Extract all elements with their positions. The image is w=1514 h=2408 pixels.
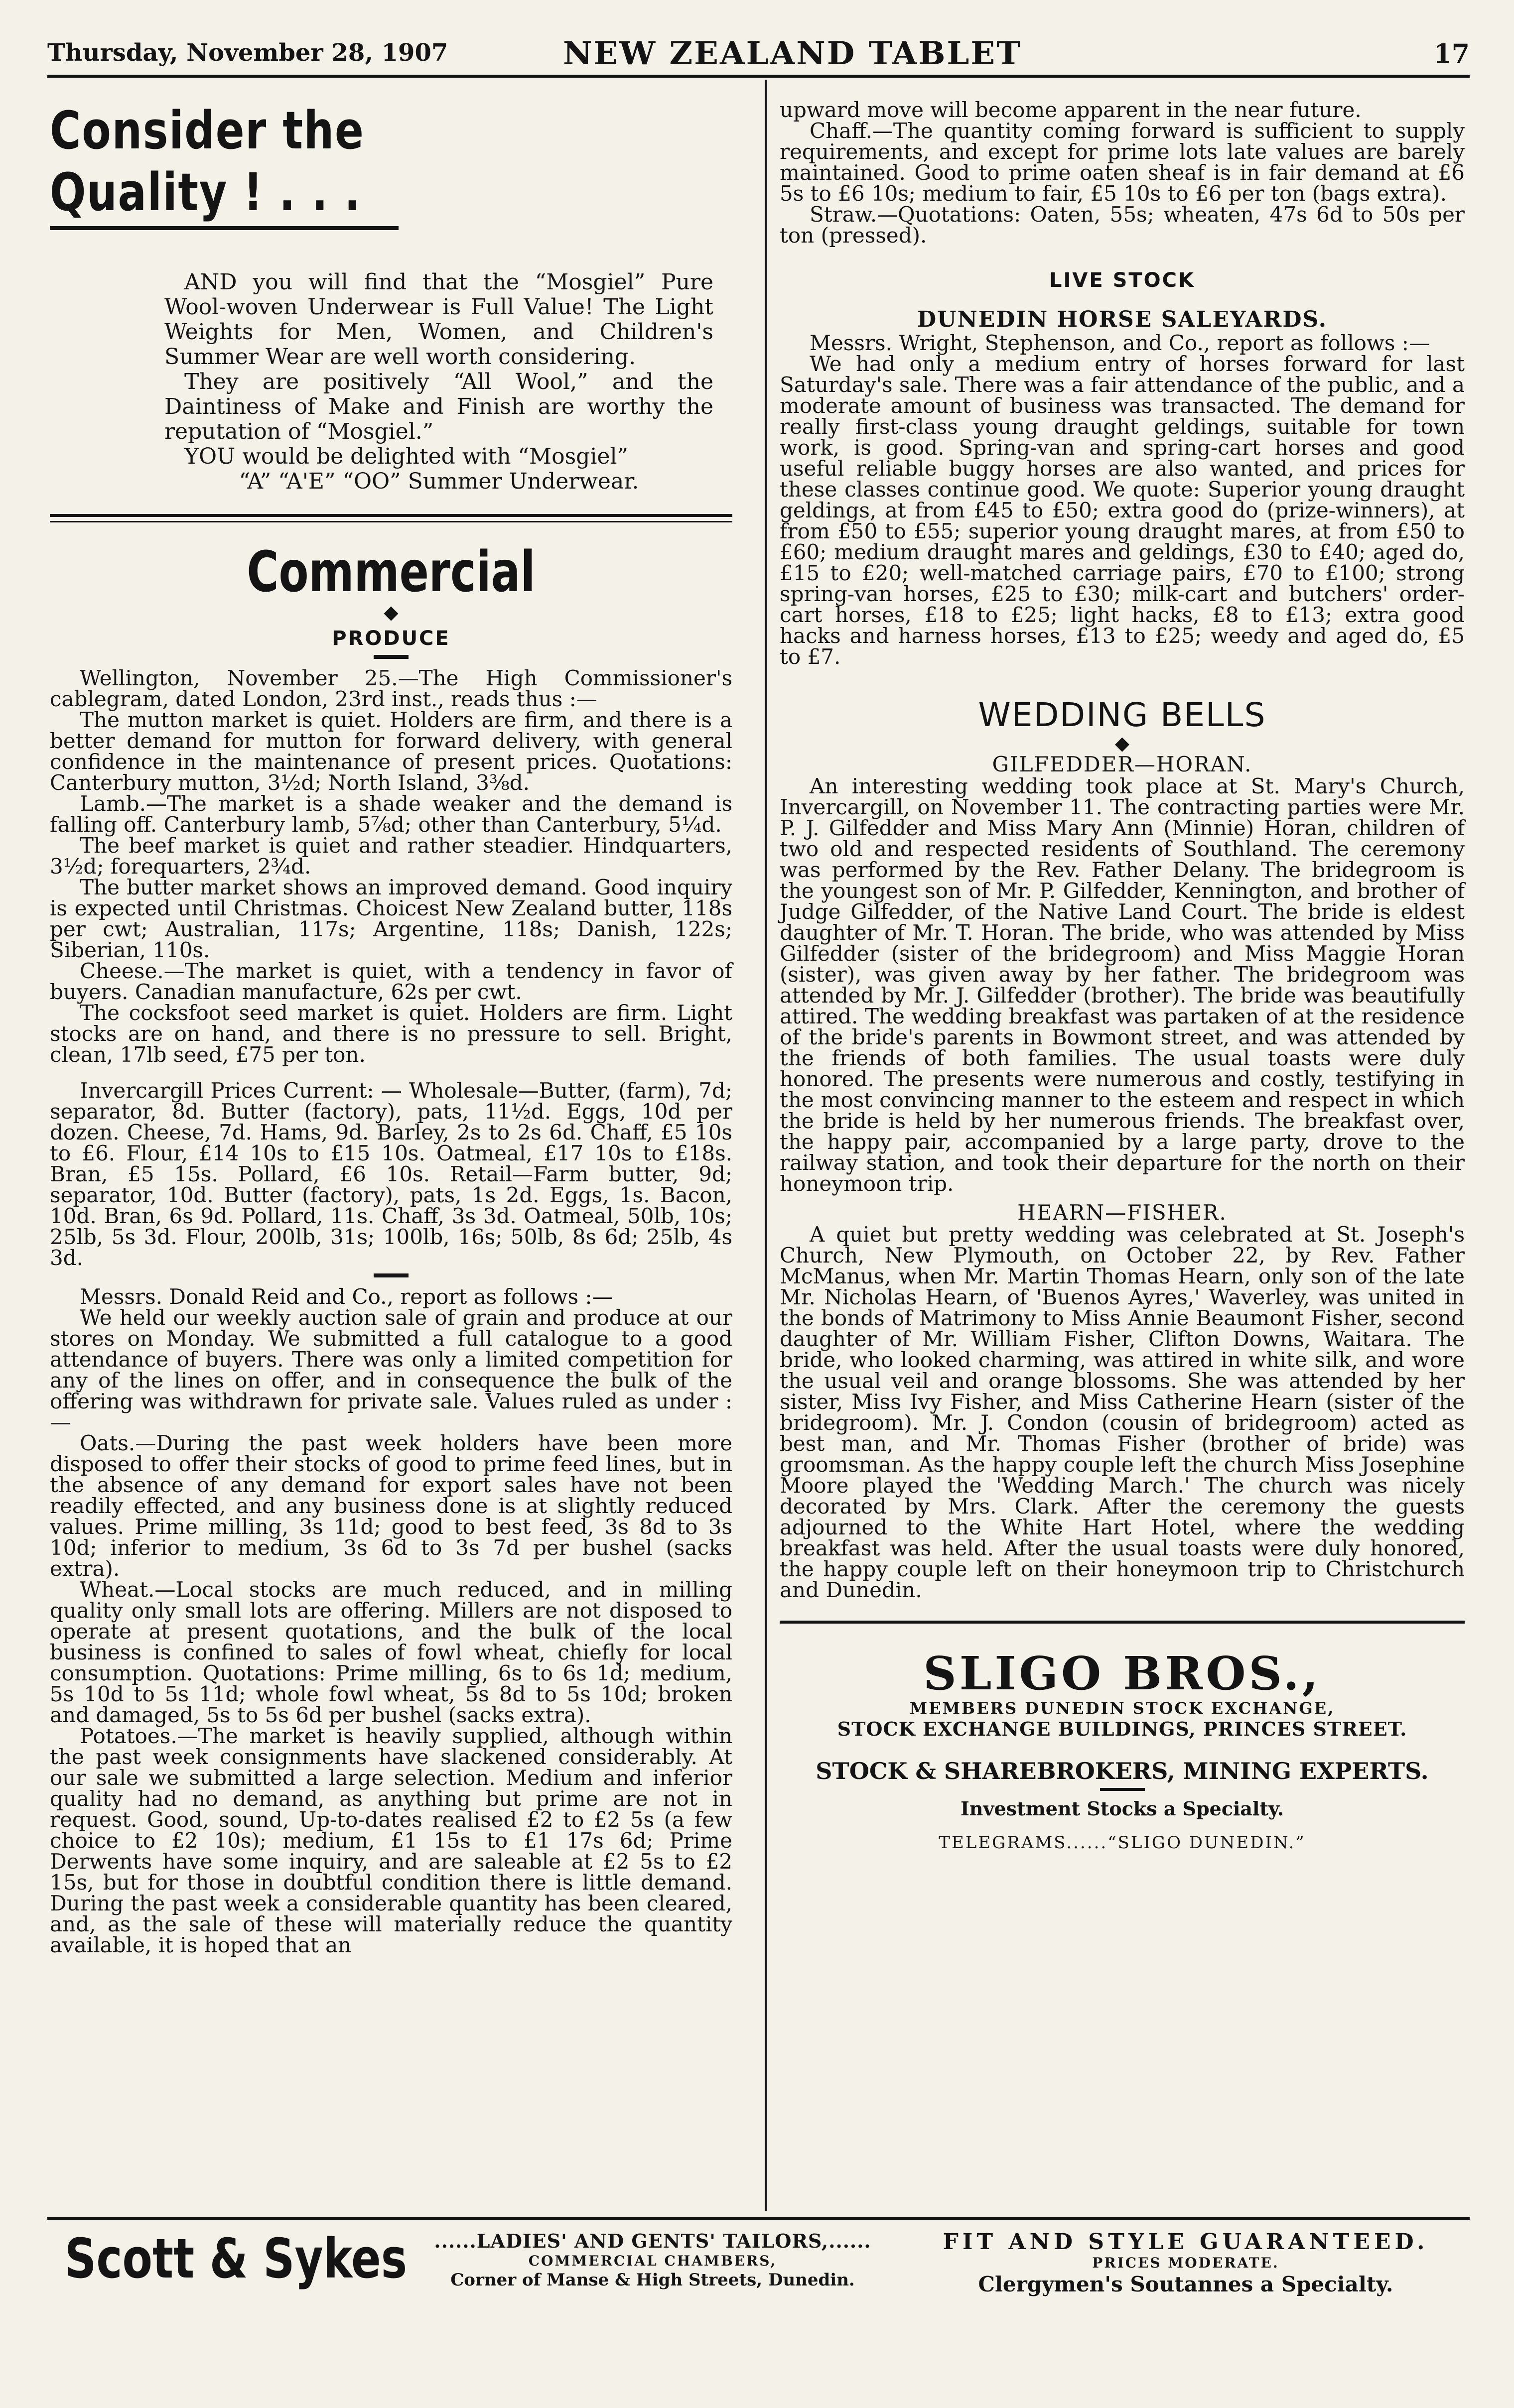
header-rule — [47, 75, 1470, 78]
advert-title-line1: Consider the — [50, 100, 365, 161]
diamond-ornament: ◆ — [384, 601, 399, 623]
sligo-brokers: STOCK & SHAREBROKERS, MINING EXPERTS. — [816, 1758, 1429, 1784]
paragraph: Potatoes.—The market is heavily supplied, although within the past week consignments have slackened considerably. At our sale we submitted a large selection. Medium and inferior quality had no demand, as anything but prime are not in request. Good, sound, Up-to-dates realised £2 to £2 5s (a few choice to £2 10s); medium, £1 15s to £1 17s 6d; Prime Derwents have some inquiry, and are saleable at £2 5s to £2 15s, but for those in doubtful condition there is little demand. During the past week a considerable quantity has been cleared, and, as the sale of these will materially reduce the quantity available, it is hoped that an — [50, 1724, 732, 1957]
footer-specialty: Clergymen's Soutannes a Specialty. — [978, 2272, 1393, 2296]
paper-title: NEW ZEALAND TABLET — [563, 35, 1022, 72]
footer-middle — [399, 2230, 907, 2290]
paragraph: Oats.—During the past week holders have been more disposed to offer their stocks of good to prime feed lines, but in the absence of any demand for export sales have not been readily effected, and any business done is at slightly reduced values. Prime milling, 3s 11d; good to best feed, 3s 8d to 3s 10d; inferior to medium, 3s 6d to 3s 7d per bushel (sacks extra). — [50, 1431, 732, 1581]
small-rule — [374, 655, 409, 659]
left-column — [50, 100, 732, 1956]
running-header — [47, 35, 1470, 74]
wedding-bells-heading: WEDDING BELLS — [978, 696, 1266, 734]
paragraph: Invercargill Prices Current: — Wholesale—Butter, (farm), 7d; separator, 8d. Butter (factory), pats, 11½d. Eggs, 10d per dozen. Cheese, 7d. Hams, 9d. Barley, 2s to 2s 6d. Chaff, £5 10s to £6. Flour, £14 10s to £15 10s. Oatmeal, £17 10s to £18s. Bran, £5 15s. Pollard, £6 10s. Retail—Farm butter, 9d; separator, 10d. Butter (factory), pats, 1s 2d. Eggs, 1s. Bacon, 10d. Bran, 6s 9d. Pollard, 11s. Chaff, 3s 3d. Oatmeal, 50lb, 10s; 25lb, 5s 3d. Flour, 200lb, 31s; 100lb, 16s; 50lb, 8s 6d; 25lb, 4s 3d. — [50, 1078, 732, 1270]
advert-title-line2: Quality ! . . . — [50, 162, 362, 223]
commercial-heading: Commercial — [247, 540, 536, 605]
paragraph: Messrs. Wright, Stephenson, and Co., report as follows :— — [810, 331, 1430, 355]
wedding-names: HEARN—FISHER. — [1017, 1200, 1227, 1225]
paragraph: Wheat.—Local stocks are much reduced, and in milling quality only small lots are offering. Millers are not disposed to operate at present quotations, and the bulk of the local business is confined to sales of fowl wheat, chiefly for local consumption. Quotations: Prime milling, 6s to 6s 1d; medium, 5s 10d to 5s 11d; whole fowl wheat, 5s 8d to 5s 10d; broken and damaged, 5s to 5s 6d per bushel (sacks extra). — [50, 1577, 732, 1727]
sligo-telegrams: TELEGRAMS......“SLIGO DUNEDIN.” — [939, 1833, 1306, 1853]
paragraph: The beef market is quiet and rather steadier. Hindquarters, 3½d; forequarters, 2¾d. — [50, 833, 732, 879]
produce-heading: PRODUCE — [332, 627, 450, 650]
advert-body — [164, 270, 713, 494]
advert-underline — [50, 226, 399, 230]
footer-tailors: ......LADIES' AND GENTS' TAILORS,...... — [434, 2230, 871, 2252]
page-number: 17 — [1433, 39, 1470, 69]
footer-right — [907, 2230, 1465, 2297]
paragraph: Lamb.—The market is a shade weaker and the demand is falling off. Canterbury lamb, 5⅞d; other than Canterbury, 5¼d. — [50, 791, 732, 837]
footer-prices: PRICES MODERATE. — [1092, 2255, 1279, 2271]
horse-saleyards-heading: DUNEDIN HORSE SALEYARDS. — [917, 307, 1328, 332]
paragraph: A quiet but pretty wedding was celebrated at St. Joseph's Church, New Plymouth, on October 22, by Rev. Father McManus, when Mr. Martin Thomas Hearn, only son of the late Mr. Nicholas Hearn, of 'Buenos Ayres,' Waverley, was united in the bonds of Matrimony to Miss Annie Beaumont Fisher, second daughter of Mr. William Fisher, Clifton Downs, Waitara. The bride, who looked charming, was attired in white silk, and wore the usual veil and orange blossoms. She was attended by her sister, Miss Ivy Fisher, and Miss Catherine Hearn (sister of the bridegroom). Mr. J. Condon (cousin of bridegroom) acted as best man, and Mr. Thomas Fisher (brother of bride) was groomsman. As the happy couple left the church Miss Josephine Moore played the 'Wedding March.' The church was nicely decorated by Mrs. Clark. After the ceremony the guests adjourned to the White Hart Hotel, where the wedding breakfast was held. After the usual toasts were duly honored, the happy couple left on their honeymoon trip to Christchurch and Dunedin. — [780, 1222, 1465, 1602]
paragraph: We held our weekly auction sale of grain and produce at our stores on Monday. We submitted a full catalogue to a good attendance of buyers. There was only a limited competition for any of the lines on offer, and in consequence the bulk of the offering was withdrawn for private sale. Values ruled as under :— — [50, 1305, 732, 1434]
paragraph: The butter market shows an improved demand. Good inquiry is expected until Christmas. Choicest New Zealand butter, 118s per cwt; Australian, 117s; Argentine, 118s; Danish, 122s; Siberian, 110s. — [50, 875, 732, 962]
mosgiel-advert — [50, 100, 732, 494]
paragraph: Messrs. Donald Reid and Co., report as follows :— — [80, 1284, 613, 1309]
paragraph: upward move will become apparent in the near future. — [780, 98, 1362, 122]
sligo-bros-advert — [780, 1648, 1465, 1854]
paragraph: Wellington, November 25.—The High Commissioner's cablegram, dated London, 23rd inst., reads thus :— — [50, 666, 732, 711]
advert-paragraph: YOU would be delighted with “Mosgiel” — [184, 444, 629, 469]
paragraph: The mutton market is quiet. Holders are firm, and there is a better demand for mutton for forward delivery, with general confidence in the maintenance of present prices. Quotations: Canterbury mutton, 3½d; North Island, 3⅜d. — [50, 708, 732, 795]
small-rule — [374, 1273, 409, 1277]
column-rule — [765, 80, 767, 2211]
sligo-address: STOCK EXCHANGE BUILDINGS, PRINCES STREET. — [837, 1718, 1407, 1740]
sligo-name: SLIGO BROS., — [923, 1647, 1321, 1700]
footer-chambers: COMMERCIAL CHAMBERS, — [528, 2253, 777, 2269]
small-rule — [1100, 1788, 1145, 1791]
footer-address: Corner of Manse & High Streets, Dunedin. — [450, 2270, 855, 2290]
section-rule — [50, 514, 732, 517]
diamond-ornament: ◆ — [1114, 732, 1130, 754]
wedding-names: GILFEDDER—HORAN. — [992, 752, 1252, 776]
paragraph: We had only a medium entry of horses forward for last Saturday's sale. There was a fair attendance of the public, and a moderate amount of business was transacted. The demand for really first-class young draught geldings, suitable for town work, is good. Spring-van and spring-cart horses and good useful reliable buggy horses are also wanted, and prices for these classes continue good. We quote: Superior young draught geldings, at from £45 to £50; extra good do (prize-winners), at from £50 to £55; superior young draught mares, at from £50 to £60; medium draught mares and geldings, £30 to £40; aged do, £15 to £20; well-matched carriage pairs, £70 to £100; strong spring-van horses, £25 to £30; milk-cart and butchers' order-cart horses, £18 to £25; light hacks, £8 to £13; extra good hacks and harness horses, £13 to £25; weedy and aged do, £5 to £7. — [780, 352, 1465, 669]
footer-rule — [47, 2217, 1470, 2220]
paragraph: The cocksfoot seed market is quiet. Holders are firm. Light stocks are on hand, and there is no pressure to sell. Bright, clean, 17lb seed, £75 per ton. — [50, 1001, 732, 1067]
sligo-specialty: Investment Stocks a Specialty. — [960, 1797, 1284, 1820]
advert-paragraph: “A” “A'E” “OO” Summer Underwear. — [239, 469, 639, 494]
paragraph: Cheese.—The market is quiet, with a tendency in favor of buyers. Canadian manufacture, 62s per cwt. — [50, 959, 732, 1004]
advert-paragraph: They are positively “All Wool,” and the Daintiness of Make and Finish are worthy the reputation of “Mosgiel.” — [164, 369, 713, 444]
footer-guarantee: FIT AND STYLE GUARANTEED. — [943, 2229, 1429, 2255]
paragraph: Straw.—Quotations: Oaten, 55s; wheaten, 47s 6d to 50s per ton (pressed). — [780, 202, 1465, 248]
live-stock-heading: LIVE STOCK — [1049, 269, 1196, 292]
paragraph: An interesting wedding took place at St. Mary's Church, Invercargill, on November 11. The contracting parties were Mr. P. J. Gilfedder and Miss Mary Ann (Minnie) Horan, children of two old and respected residents of Southland. The ceremony was performed by the Rev. Father Delany. The bridegroom is the youngest son of Mr. P. Gilfedder, Kennington, and brother of Judge Gilfedder, of the Native Land Court. The bride is eldest daughter of Mr. T. Horan. The bride, who was attended by Miss Gilfedder (sister of the bridegroom) and Miss Maggie Horan (sister), was given away by her father. The bridegroom was attended by Mr. J. Gilfedder (brother). The bride was beautifully attired. The wedding breakfast was partaken of at the residence of the bride's parents in Bowmont street, and was attended by the friends of both families. The usual toasts were duly honored. The presents were numerous and costly, testifying in the most convincing manner to the esteem and respect in which the bride is held by her numerous friends. The breakfast over, the happy pair, accompanied by a large party, drove to the railway station, and took their departure for the north on their honeymoon trip. — [780, 774, 1465, 1196]
right-column — [780, 100, 1465, 1854]
scott-sykes-name: Scott & Sykes — [65, 2227, 408, 2290]
paragraph: Chaff.—The quantity coming forward is sufficient to supply requirements, and except for prime lots late values are barely maintained. Good to prime oaten sheaf is in fair demand at £6 5s to £6 10s; medium to fair, £5 10s to £6 per ton (bags extra). — [780, 119, 1465, 206]
advert-paragraph: AND you will find that the “Mosgiel” Pure Wool-woven Underwear is Full Value! The Light Weights for Men, Women, and Children's Summer Wear are well worth considering. — [164, 269, 713, 370]
sligo-members: MEMBERS DUNEDIN STOCK EXCHANGE, — [909, 1699, 1335, 1718]
issue-date: Thursday, November 28, 1907 — [47, 39, 448, 67]
